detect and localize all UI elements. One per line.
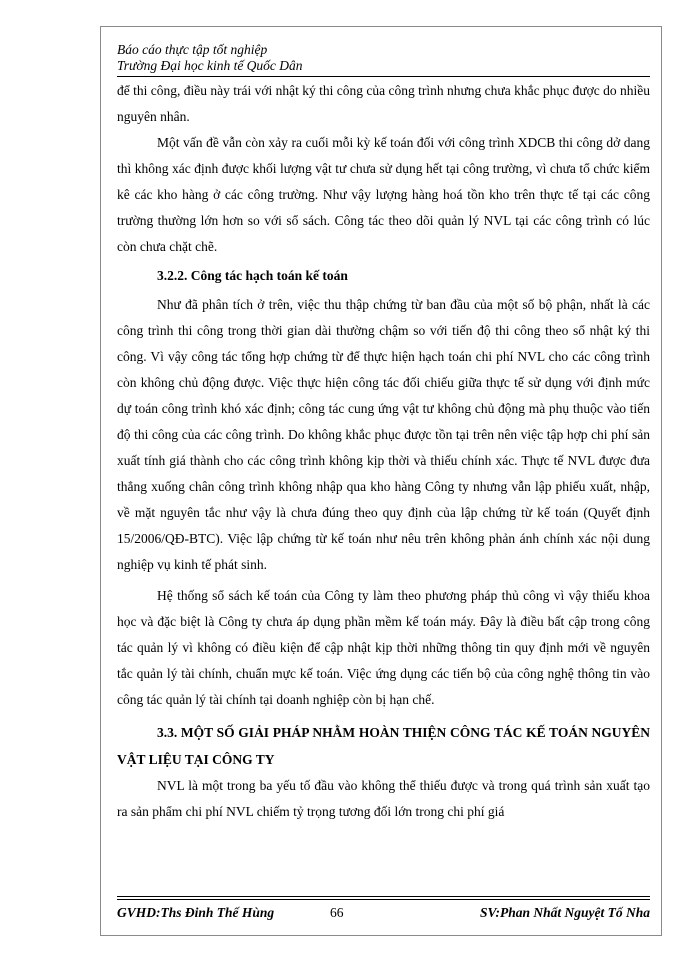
paragraph-continued: để thi công, điều này trái với nhật ký thi công của công trình nhưng chưa khắc phục được do nhiều nguyên nhân. xyxy=(117,83,650,124)
section-heading-3-2-2: 3.2.2. Công tác hạch toán kế toán xyxy=(157,268,348,283)
section-heading-3-3: 3.3. MỘT SỐ GIẢI PHÁP NHẰM HOÀN THIỆN CÔNG TÁC KẾ TOÁN NGUYÊN VẬT LIỆU TẠI CÔNG TY xyxy=(117,725,650,767)
paragraph-accounting-issue: Như đã phân tích ở trên, việc thu thập chứng từ ban đầu của một số bộ phận, nhất là các công trình thi công trong thời gian dài thường chậm so với tiến độ thi công theo sổ nhật ký thi công. Vì vậy công tác tổng hợp chứng từ để thực hiện hạch toán chi phí NVL cho các công trình còn không chủ động được. Việc thực hiện công tác đối chiếu giữa thực tế sử dụng với định mức dự toán công trình khó xác định; công tác cung ứng vật tư không chủ động mà phụ thuộc vào tiến độ thi công của các công trình. Do không khắc phục được tồn tại trên nên việc tập hợp chi phí sản xuất tính giá thành cho các công trình không kịp thời và thiếu chính xác. Thực tế NVL được đưa thẳng xuống chân công trình không nhập qua kho hàng Công ty nhưng vẫn lập phiếu xuất, nhập, về mặt nguyên tắc như vậy là chưa đúng theo quy định của lập chứng từ kế toán (Quyết định 15/2006/QĐ-BTC). Việc lập chứng từ kế toán như nêu trên không phản ánh chính xác nội dung nghiệp vụ kinh tế phát sinh. xyxy=(117,297,650,572)
page-number: 66 xyxy=(330,905,344,920)
footer-student: SV:Phan Nhất Nguyệt Tố Nha xyxy=(479,905,650,920)
page-footer xyxy=(117,905,650,923)
paragraph-bookkeeping-system: Hệ thống sổ sách kế toán của Công ty làm theo phương pháp thủ công vì vậy thiếu khoa học và đặc biệt là Công ty chưa áp dụng phần mềm kế toán máy. Đây là điều bất cập trong công tác quản lý vì không có điều kiện để cập nhật kịp thời những thông tin quy định mới về nguyên tắc quản lý tài chính, chuẩn mực kế toán. Việc ứng dụng các tiến bộ của công nghệ thông tin vào công tác quản lý tài chính tại doanh nghiệp còn bị hạn chế. xyxy=(117,588,650,707)
footer-divider-bottom xyxy=(117,899,650,900)
footer-divider-top xyxy=(117,896,650,897)
header-report-title: Báo cáo thực tập tốt nghiệp xyxy=(117,42,268,57)
footer-supervisor: GVHD:Ths Đinh Thế Hùng xyxy=(117,905,275,920)
header-university: Trường Đại học kinh tế Quốc Dân xyxy=(117,58,303,73)
document-body xyxy=(117,78,650,825)
paragraph-nvl-intro: NVL là một trong ba yếu tố đầu vào không thể thiếu được và trong quá trình sản xuất tạo ra sản phẩm chi phí NVL chiếm tỷ trọng tương đối lớn trong chi phí giá xyxy=(117,778,650,819)
header-divider xyxy=(117,76,650,77)
paragraph-inventory-issue: Một vấn đề vẫn còn xảy ra cuối mỗi kỳ kế toán đối với công trình XDCB thi công dở dang thì không xác định được khối lượng vật tư chưa sử dụng hết tại công trường, vì chưa tổ chức kiểm kê các kho hàng ở các công trường. Như vậy lượng hàng hoá tồn kho trên thực tế tại các công trường thường lớn hơn so với sổ sách. Công tác theo dõi quản lý NVL tại các công trình có lúc còn chưa chặt chẽ. xyxy=(117,135,650,254)
page-header xyxy=(117,42,650,74)
